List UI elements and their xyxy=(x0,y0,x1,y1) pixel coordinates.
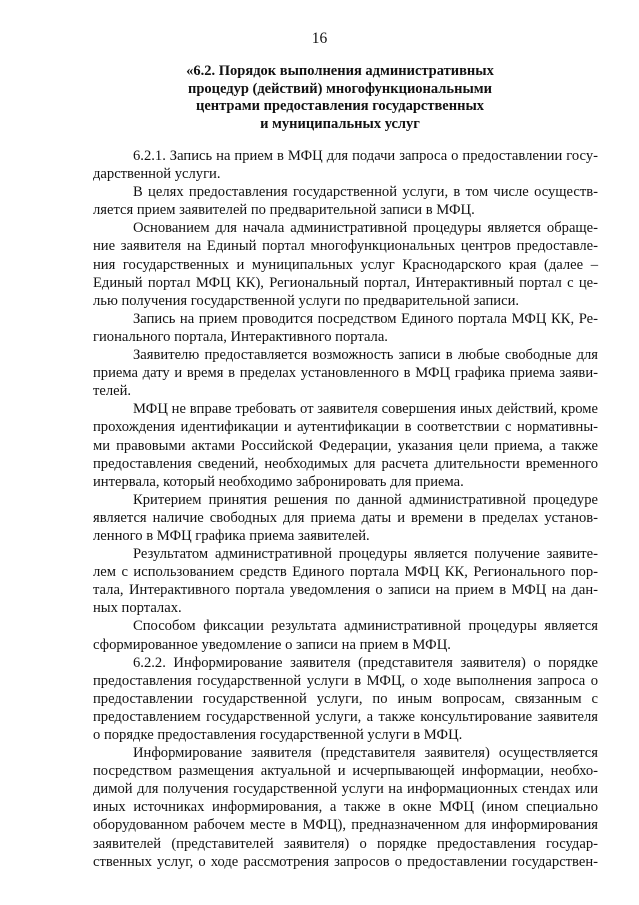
paragraph-line: димой для получения государственной услуги на информационных стендах или xyxy=(93,781,598,798)
paragraph-line: Запись на прием проводится посредством Единого портала МФЦ КК, Ре- xyxy=(133,310,598,327)
paragraph-line: Результатом административной процедуры является получение заявите- xyxy=(133,546,598,563)
section-title-line: и муниципальных услуг xyxy=(260,115,420,132)
paragraph-line: Основанием для начала административной процедуры является обраще- xyxy=(133,220,598,237)
paragraph-line: приема дату и время в пределах установленного в МФЦ графика приема заяви- xyxy=(93,365,598,382)
paragraph-line: посредством размещения актуальной и исчерпывающей информации, необхо- xyxy=(93,763,598,780)
section-title-line: процедур (действий) многофункциональными xyxy=(187,80,493,97)
paragraph-line: сформированное уведомление о записи на прием в МФЦ. xyxy=(93,636,451,653)
paragraph-line: ния государственных и муниципальных услуг Краснодарского края (далее – xyxy=(93,256,598,273)
paragraph xyxy=(93,183,598,219)
paragraph xyxy=(93,147,598,183)
page-number: 16 xyxy=(311,30,328,47)
paragraph-line: предоставлении государственной услуги, по иным вопросам, связанным с xyxy=(93,690,598,707)
paragraph xyxy=(93,491,598,545)
paragraph-line: Заявителю предоставляется возможность записи в любые свободные для xyxy=(133,347,598,364)
section-title xyxy=(140,63,540,133)
paragraph-line: гионального портала, Интерактивного портала. xyxy=(93,328,388,345)
paragraph-line: МФЦ не вправе требовать от заявителя совершения иных действий, кроме xyxy=(133,401,598,418)
paragraph-line: Единый портал МФЦ КК), Региональный портал, Интерактивный портал с це- xyxy=(93,274,598,291)
paragraph-line: о порядке предоставления государственной услуги в МФЦ. xyxy=(93,727,463,743)
paragraph xyxy=(93,346,598,400)
paragraph-line: является наличие свободных для приема даты и времени в пределах установ- xyxy=(93,509,598,526)
paragraph-line: прохождения идентификации и аутентификации в соответствии с нормативны- xyxy=(93,419,598,436)
paragraph xyxy=(93,617,598,653)
paragraph-line: оборудованном рабочем месте в МФЦ), предназначенном для информирования xyxy=(93,817,598,834)
paragraph-line: Критерием принятия решения по данной административной процедуре xyxy=(133,491,598,508)
paragraph-line: предоставления государственной услуги в МФЦ, о ходе выполнения запроса о xyxy=(93,672,598,689)
paragraph-line: ленного в МФЦ графика приема заявителей. xyxy=(93,527,370,544)
paragraph xyxy=(93,310,598,346)
paragraph-line: Информирование заявителя (представителя заявителя) осуществляется xyxy=(133,745,598,762)
paragraph-line: ных порталах. xyxy=(93,600,182,617)
paragraph-line: Способом фиксации результата административной процедуры является xyxy=(133,618,598,635)
paragraph-line: предоставлением государственной услуги, а также консультирование заявителя xyxy=(93,708,598,725)
section-title-line: центрами предоставления государственных xyxy=(195,98,485,115)
paragraph-line: тала, Интерактивного портала уведомления о записи на прием в МФЦ на дан- xyxy=(93,582,598,599)
body-text xyxy=(93,147,598,871)
paragraph-line: иных источниках информирования, а также в окне МФЦ (ином специально xyxy=(93,799,598,816)
paragraph-line: дарственной услуги. xyxy=(93,166,221,183)
paragraph-line: предоставления сведений, необходимых для расчета длительности временного xyxy=(93,455,598,472)
paragraph xyxy=(93,400,598,490)
paragraph xyxy=(93,545,598,617)
paragraph xyxy=(93,219,598,309)
paragraph-line: В целях предоставления государственной услуги, в том числе осуществ- xyxy=(133,184,598,201)
paragraph-line: 6.2.2. Информирование заявителя (представителя заявителя) о порядке xyxy=(133,654,598,671)
paragraph-line: интервала, который необходимо забронировать для приема. xyxy=(93,473,464,490)
paragraph-line: ственных услуг, о ходе рассмотрения запросов о предоставлении государствен- xyxy=(93,853,598,870)
paragraph-line: ляется прием заявителей по предварительной записи в МФЦ. xyxy=(93,202,475,219)
paragraph-line: ми правовыми актами Российской Федерации, указания цели приема, а также xyxy=(93,437,598,454)
paragraph-line: лью получения государственной услуги по предварительной записи. xyxy=(93,292,520,309)
paragraph xyxy=(93,654,598,744)
paragraph xyxy=(93,744,598,871)
paragraph-line: заявителей (представителей заявителя) о порядке предоставления государ- xyxy=(93,835,598,852)
paragraph-line: телей. xyxy=(93,383,132,400)
paragraph-line: 6.2.1. Запись на прием в МФЦ для подачи запроса о предоставлении госу- xyxy=(133,148,598,164)
paragraph-line: лем с использованием средств Единого портала МФЦ КК, Регионального пор- xyxy=(93,564,598,581)
paragraph-line: ние заявителя на Единый портал многофункциональных центров предоставле- xyxy=(93,238,598,255)
section-title-line: «6.2. Порядок выполнения административных xyxy=(186,63,494,79)
